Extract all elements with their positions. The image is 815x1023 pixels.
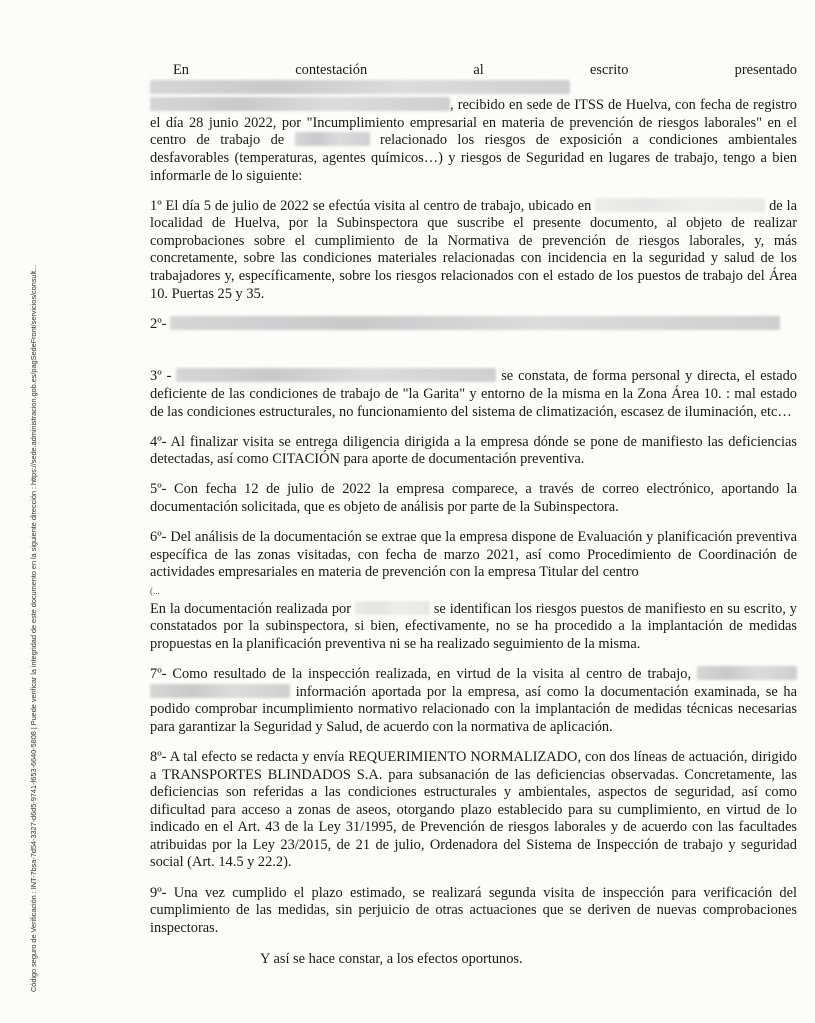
document-body [150,62,797,981]
paragraph-7 [150,666,797,736]
intro-text-b: , recibido en sede de ITSS de Huelva, con fecha de registro el día 28 junio 2022, por "Incumplimiento empresarial en materia de prevención de riesgos laborales" en el centro de trabajo de [150,97,797,149]
paragraph-2 [150,316,797,334]
redaction [697,666,797,680]
paragraph-4: 4º- Al finalizar visita se entrega diligencia dirigida a la empresa dónde se pone de manifiesto las deficiencias detectadas, así como CITACIÓN para aporte de documentación preventiva. [150,433,797,468]
paragraph-3 [150,368,797,421]
p1-text-b: de la localidad de Huelva, por la Subinspectora que suscribe el presente documento, al objeto de realizar comprobaciones sobre el cumplimiento de la Normativa de prevención de riesgos laborales, y, más concretamente, sobre las condiciones materiales relacionadas con incidencia en la seguridad y salud de los trabajadores y, específicamente, sobre los riesgos relacionados con el estado de los puestos de trabajo del Área 10. Puertas 25 y 35. [150,197,797,302]
redaction [170,316,780,330]
paragraph-6b [150,601,797,654]
paragraph-6 [150,529,797,582]
intro-text-a: En contestación al escrito presentado [173,62,797,78]
p6-text-c: En la documentación realizada por [150,600,352,617]
p1-text-a: 1º El día 5 de julio de 2022 se efectúa visita al centro de trabajo, ubicado en [150,197,592,214]
paragraph-intro [150,62,797,185]
paragraph-9: 9º- Una vez cumplido el plazo estimado, se realizará segunda visita de inspección para verificación del cumplimiento de las medidas, sin perjuicio de otras actuaciones que se deriven de nuevas comprobaciones inspectoras. [150,884,797,936]
paragraph-1 [150,198,797,304]
paragraph-8: 8º- A tal efecto se redacta y envía REQUERIMIENTO NORMALIZADO, con dos líneas de actuación, dirigido a TRANSPORTES BLINDADOS S.A. para subsanación de las deficiencias observadas. Concretamente, las deficiencias son referidas a las condiciones estructurales y ambientales, aspectos de seguridad, así como dificultad para acceso a zonas de aseos, otorgando plazo establecido para su cumplimiento, en virtud de lo indicado en el Art. 43 de la Ley 31/1995, de Prevención de riesgos laborales y de acuerdo con las facultades atribuidas por la Ley 23/2015, de 21 de julio, Ordenadora del Sistema de Inspección de trabajo y seguridad social (Art. 14.5 y 22.2). [150,748,797,871]
p3-text-a: 3º - [150,368,172,385]
p2-text-a: 2º- [150,315,167,332]
intro-text-c: relacionado los riesgos de exposición a condiciones ambientales desfavorables (temperaturas, agentes químicos…) y riesgos de Seguridad en lugares de trabajo, tengo a bien informarle de lo siguiente: [150,132,797,184]
p7-text-a: 7º- Como resultado de la inspección realizada, en virtud de la visita al centro de trabajo, [150,666,692,683]
paragraph-5: 5º- Con fecha 12 de julio de 2022 la empresa comparece, a través de correo electrónico, aportando la documentación solicitada, que es objeto de análisis por parte de la Subinspectora. [150,481,797,515]
paragraph-6-redacted-line: (... [150,585,160,596]
verification-code-sidebar: Código seguro de Verificación : INT-7bsa-7d54-3327-d6d5-9741-f653-6640-5808 | Puede verificar la integridad de este documento en la siguiente dirección : https://sede.administracion.gob.es/pagSedeFront/servicios/consult... [29,264,38,992]
redaction [595,198,765,212]
p7-text-b: información aportada por la empresa, así como la documentación examinada, se ha podido comprobar incumplimiento normativo relacionado con la implantación de medidas técnicas necesarias para garantizar la Seguridad y Salud, de acuerdo con la normativa de aplicación. [150,683,797,735]
redaction [150,80,570,94]
closing-statement: Y así se hace constar, a los efectos oportunos. [260,951,523,968]
redaction [176,368,496,382]
redaction [295,132,370,146]
redaction [150,97,450,111]
p6-text-d: se identifican los riesgos puestos de manifiesto en su escrito, y constatados por la subinspectora, si bien, efectivamente, no se ha procedido a la implantación de medidas propuestas en la planificación preventiva ni se ha realizado seguimiento de la misma. [150,600,797,652]
redaction [355,601,430,615]
p6-text-a: 6º- Del análisis de la documentación se extrae que la empresa dispone de Evaluación y planificación preventiva específica de las zonas visitadas, con fecha de marzo 2021, así como Procedimiento de Coordinación de actividades empresariales en materia de prevención con la empresa Titular del centro [150,528,797,581]
p3-text-b: se constata, de forma personal y directa, el estado deficiente de las condiciones de trabajo de "la Garita" y entorno de la misma en la Zona Área 10. : mal estado de las condiciones estructurales, no funcionamiento del sistema de climatización, escasez de iluminación, etc… [150,368,797,420]
redaction [150,684,290,698]
